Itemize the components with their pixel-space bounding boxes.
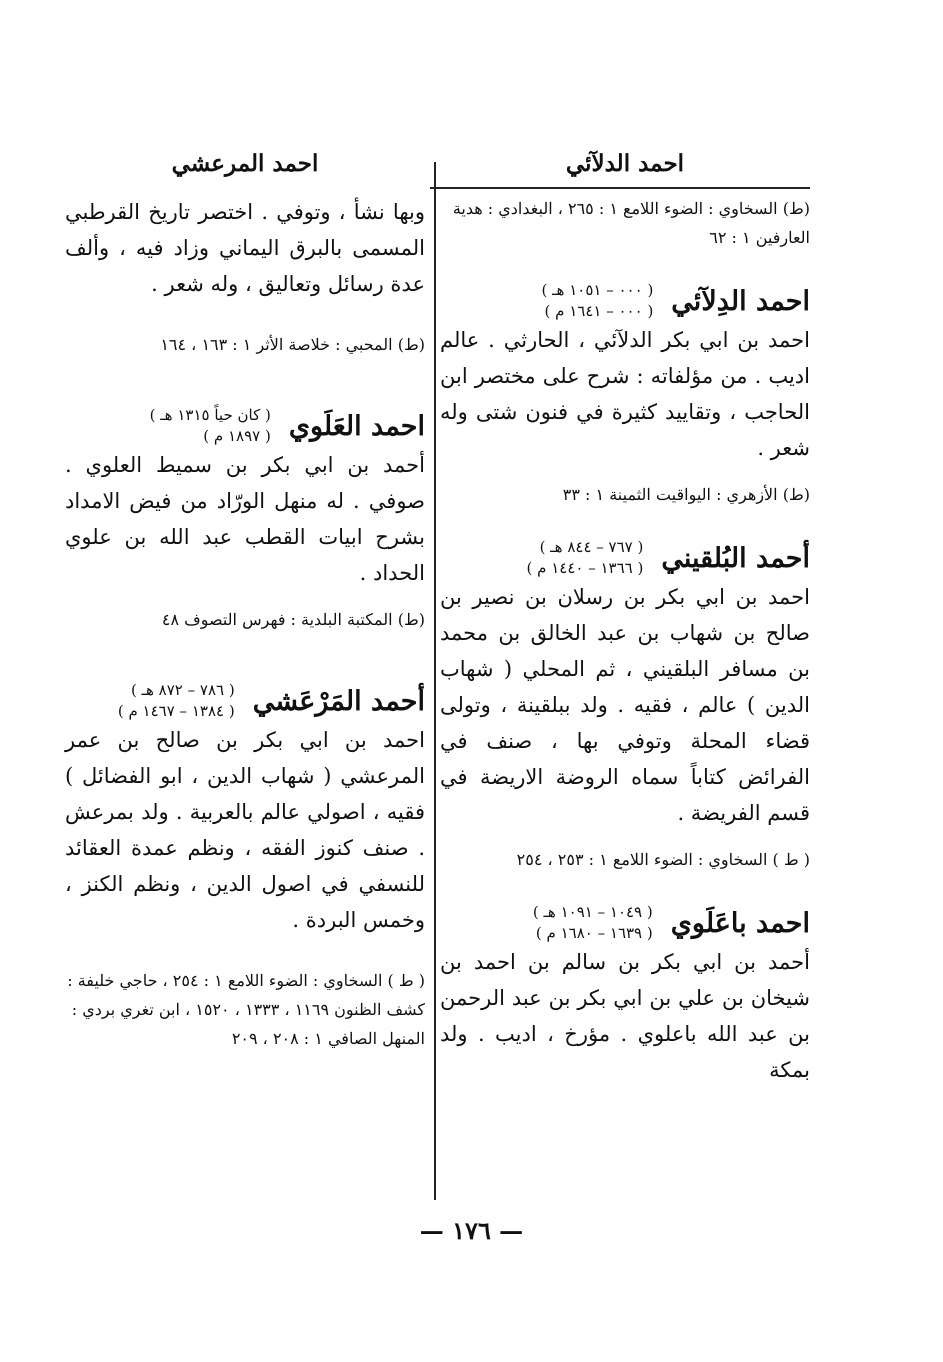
- entry-dates: [533, 902, 653, 944]
- page-number: — ١٧٦ —: [419, 1216, 524, 1245]
- entry-source: ( ط ) السخاوي : الضوء اللامع ١ : ٢٥٤ ، حاجي خليفة : كشف الظنون ١١٦٩ ، ١٣٣٣ ، ١٥٢٠ ، ابن تغري بردي : المنهل الصافي ١ : ٢٠٨ ، ٢٠٩: [67, 971, 425, 1048]
- entry-name: احمد الدِلآئي: [671, 285, 810, 317]
- entry-ahmad-dilai: [440, 280, 810, 509]
- entry-ahmad-marashi: [65, 680, 425, 1053]
- entry-ahmad-bulqini: [440, 537, 810, 874]
- entry-heading: [440, 280, 810, 322]
- entry-text: احمد بن ابي بكر بن صالح بن عمر المرعشي ( شهاب الدين ، ابو الفضائل ) فقيه ، اصولي عالم بالعربية . ولد بمرعش . صنف كنوز الفقه ، ونظم عمدة العقائد للنسفي في اصول الدين ، ونظم الكنز ، وخمس البردة .: [65, 728, 425, 932]
- left-top-source: (ط) المحبي : خلاصة الأثر ١ : ١٦٣ ، ١٦٤: [160, 335, 425, 354]
- dates-ad: ( ١٦٣٩ – ١٦٨٠ م ): [535, 924, 653, 942]
- entry-text: احمد بن ابي بكر الدلآئي ، الحارثي . عالم اديب . من مؤلفاته : شرح على مختصر ابن الحاجب ، وتقاييد كثيرة في فنون شتى وله شعر .: [440, 328, 810, 460]
- entry-source: (ط) المكتبة البلدية : فهرس التصوف ٤٨: [161, 610, 425, 629]
- entry-dates: [542, 280, 654, 322]
- dates-hijri: ( ٧٨٦ – ٨٧٢ هـ ): [130, 681, 235, 699]
- entry-dates: [527, 537, 644, 579]
- entry-name: احمد العَلَوي: [288, 410, 425, 442]
- dates-hijri: ( ٧٦٧ – ٨٤٤ هـ ): [539, 538, 644, 556]
- entry-name: أحمد المَرْعَشي: [252, 685, 425, 717]
- dates-ad: ( ١٣٦٦ – ١٤٤٠ م ): [526, 559, 644, 577]
- dates-ad: ( ١٣٨٤ – ١٤٦٧ م ): [117, 702, 235, 720]
- dates-hijri: ( كان حياً ١٣١٥ هـ ): [149, 406, 271, 424]
- entry-heading: [65, 405, 425, 447]
- entry-source: (ط) الأزهري : اليواقيت الثمينة ١ : ٣٣: [562, 485, 810, 504]
- left-column: [65, 150, 425, 1053]
- entry-ahmad-alawi: [65, 405, 425, 634]
- entry-text: أحمد بن ابي بكر بن سميط العلوي . صوفي . له منهل الورّاد من فيض الامداد بشرح ابيات القطب عبد الله بن علوي الحداد .: [65, 453, 425, 585]
- dates-ad: ( ٠٠٠ – ١٦٤١ م ): [544, 302, 654, 320]
- entry-dates: [118, 680, 235, 722]
- dates-ad: ( ١٨٩٧ م ): [203, 427, 271, 445]
- entry-heading: [65, 680, 425, 722]
- left-column-header: احمد المرعشي: [171, 150, 319, 177]
- dates-hijri: ( ١٠٤٩ – ١٠٩١ هـ ): [532, 903, 653, 921]
- dates-hijri: ( ٠٠٠ – ١٠٥١ هـ ): [541, 281, 654, 299]
- entry-name: أحمد البُلقيني: [661, 542, 810, 574]
- right-column-header: احمد الدلآئي: [565, 150, 685, 177]
- entry-ahmad-baalawi: [440, 902, 810, 1088]
- right-top-source: (ط) السخاوي : الضوء اللامع ١ : ٢٦٥ ، البغدادي : هدية العارفين ١ : ٦٢: [452, 199, 810, 247]
- entry-dates: [150, 405, 271, 447]
- entry-heading: [440, 902, 810, 944]
- entry-heading: [440, 537, 810, 579]
- right-column: [440, 150, 810, 1088]
- entry-name: احمد باعَلَوي: [670, 907, 810, 939]
- entry-text: احمد بن ابي بكر بن رسلان بن نصير بن صالح بن شهاب بن عبد الخالق بن محمد بن مسافر البلقيني ، ثم المحلي ( شهاب الدين ) عالم ، فقيه . ولد ببلقينة ، وتولى قضاء المحلة وتوفي بها ، صنف في الفرائض كتاباً سماه الروضة الاريضة في قسم الفريضة .: [440, 585, 810, 825]
- entry-source: ( ط ) السخاوي : الضوء اللامع ١ : ٢٥٣ ، ٢٥٤: [516, 850, 810, 869]
- column-divider: [434, 162, 436, 1200]
- left-top-text: وبها نشأ ، وتوفي . اختصر تاريخ القرطبي المسمى بالبرق اليماني وزاد فيه ، وألف عدة رسائل وتعاليق ، وله شعر .: [65, 200, 425, 296]
- entry-text: أحمد بن ابي بكر بن سالم بن احمد بن شيخان بن علي بن ابي بكر بن عبد الرحمن بن عبد الله باعلوي . مؤرخ ، اديب . ولد بمكة: [440, 950, 810, 1082]
